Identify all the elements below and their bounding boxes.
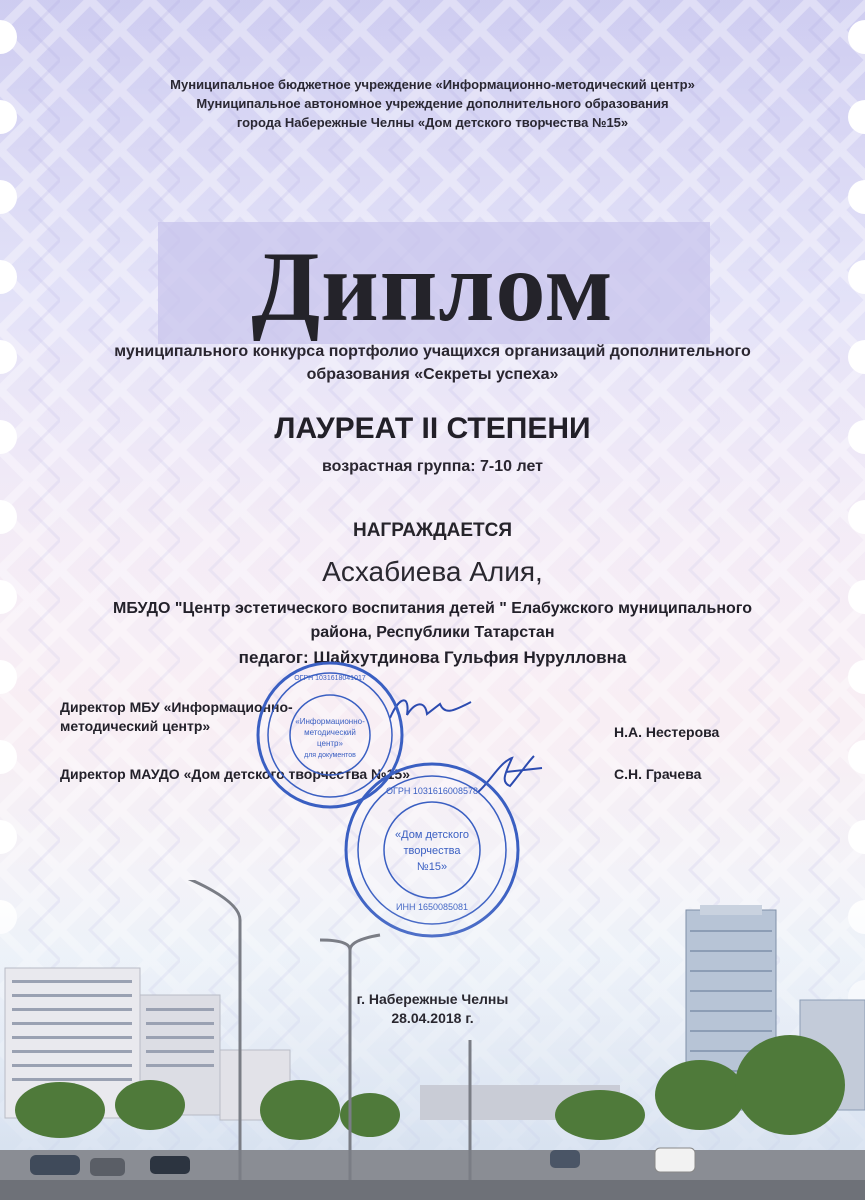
svg-text:творчества: творчества: [403, 845, 461, 857]
school-info: [0, 597, 865, 645]
recipient-name: Асхабиева Алия,: [322, 556, 543, 587]
age-group: возрастная группа: 7-10 лет: [322, 458, 543, 475]
awarded-label: НАГРАЖДАЕТСЯ: [352, 520, 513, 541]
school-line-2: района, Республики Татарстан: [310, 624, 555, 641]
signature-name-2: С.Н. Грачева: [614, 766, 702, 782]
svg-text:для документов: для документов: [304, 752, 356, 759]
svg-text:«Дом детского: «Дом детского: [395, 829, 469, 841]
svg-text:ОГРН 1031618041017: ОГРН 1031618041017: [294, 675, 366, 682]
contest-subtitle: [0, 340, 865, 386]
diploma-title: Диплом: [251, 231, 614, 342]
svg-text:ОГРН 1031616008578: ОГРН 1031616008578: [386, 786, 478, 796]
laureate-degree: ЛАУРЕАТ II СТЕПЕНИ: [274, 412, 591, 445]
city: г. Набережные Челны: [356, 991, 509, 1007]
position-2-line-1: Директор МАУДО «Дом детского творчества №15»: [60, 766, 410, 782]
signature-name-1: Н.А. Нестерова: [614, 724, 720, 740]
subtitle-line-1: муниципального конкурса портфолио учащихся организаций дополнительного: [114, 343, 751, 360]
school-line-1: МБУДО "Центр эстетического воспитания детей " Елабужского муниципального: [113, 600, 752, 617]
header-line-1: Муниципальное бюджетное учреждение «Информационно-методический центр»: [170, 77, 695, 92]
organization-header: [0, 75, 865, 132]
city-and-date: [0, 990, 865, 1028]
subtitle-line-2: образования «Секреты успеха»: [306, 366, 559, 383]
header-line-2: Муниципальное автономное учреждение дополнительного образования: [196, 96, 669, 111]
svg-text:центр»: центр»: [317, 739, 343, 748]
svg-text:№15»: №15»: [416, 861, 448, 873]
svg-text:методический: методический: [304, 728, 356, 737]
cityscape-illustration: [0, 880, 865, 1200]
date: 28.04.2018 г.: [391, 1010, 474, 1026]
svg-text:«Информационно-: «Информационно-: [295, 717, 365, 726]
teacher-name: педагог: Шайхутдинова Гульфия Нурулловна: [238, 648, 627, 667]
position-1-line-2: методический центр»: [60, 718, 211, 734]
position-1-line-1: Директор МБУ «Информационно-: [60, 699, 293, 715]
header-line-3: города Набережные Челны «Дом детского творчества №15»: [236, 115, 629, 130]
